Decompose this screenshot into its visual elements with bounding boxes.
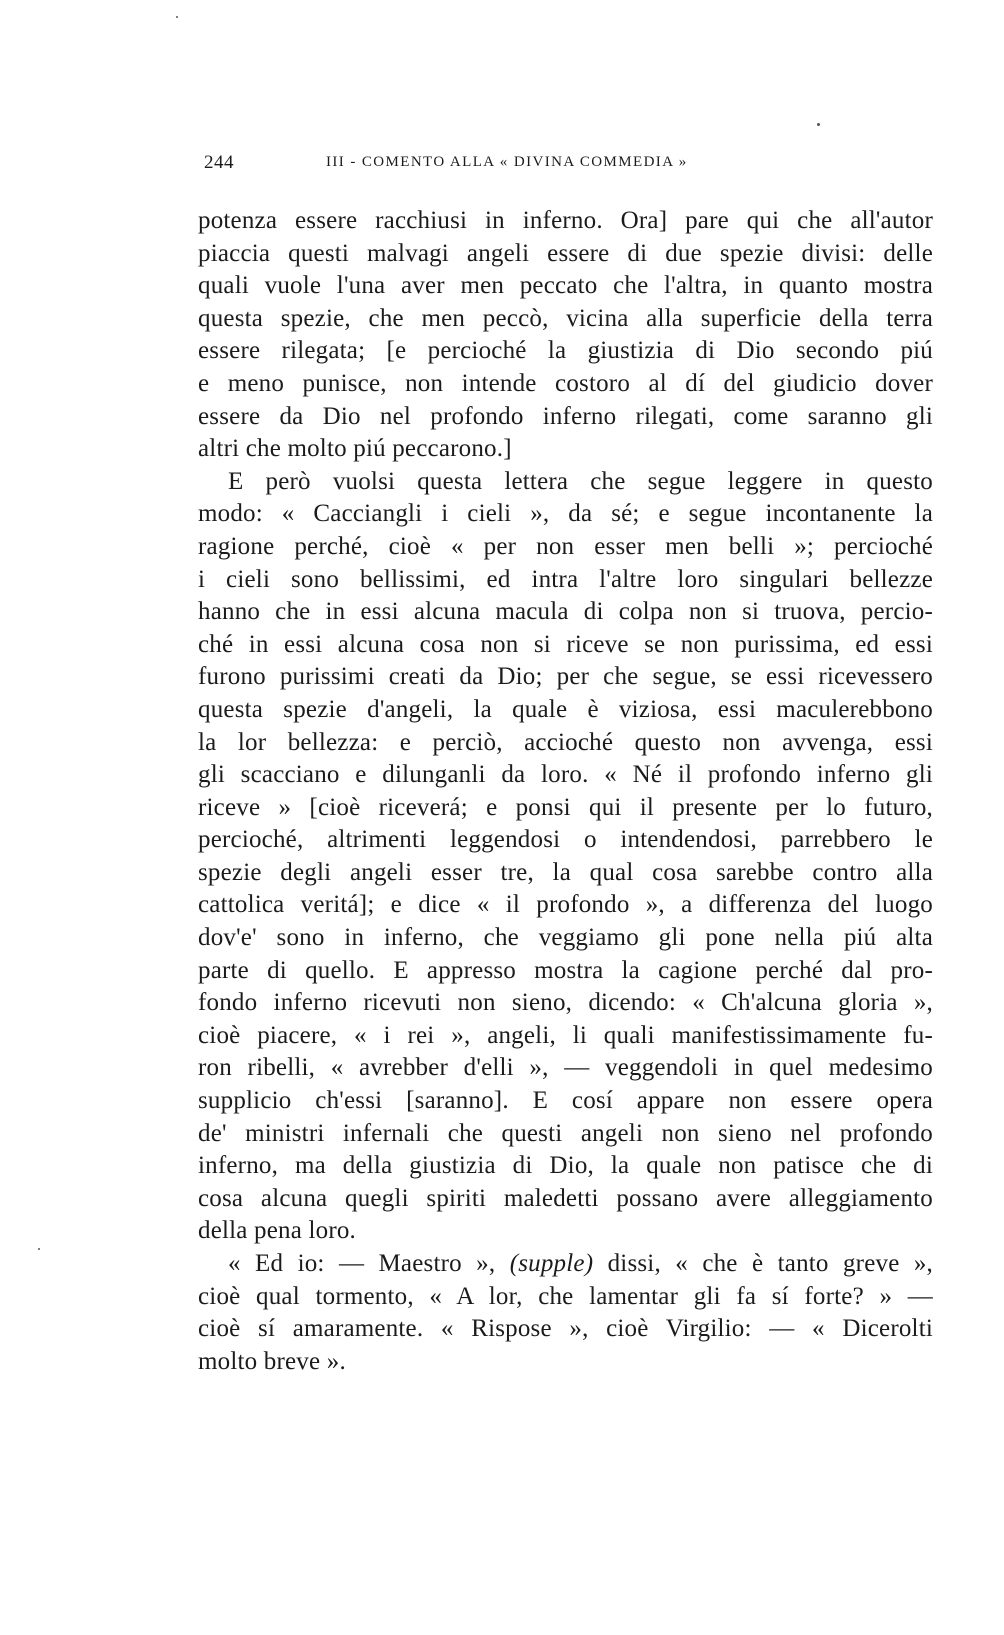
text-line: ragione perché, cioè « per non esser men belli »; percioché (198, 532, 933, 560)
text-line: ché in essi alcuna cosa non si riceve se non purissima, ed essi (198, 630, 933, 658)
paper-speck (38, 1248, 40, 1250)
text-line: de' ministri infernali che questi angeli non sieno nel profondo (198, 1119, 933, 1147)
text-segment: dissi, « che è tanto greve », (593, 1250, 933, 1277)
text-line: spezie degli angeli esser tre, la qual cosa sarebbe contro alla (198, 858, 933, 886)
text-line: quali vuole l'una aver men peccato che l'altra, in quanto mostra (198, 272, 933, 300)
paper-speck (817, 123, 820, 126)
text-line: cioè qual tormento, « A lor, che lamentar gli fa sí forte? » — (198, 1282, 933, 1310)
text-line: furono purissimi creati da Dio; per che segue, se essi ricevessero (198, 663, 933, 691)
text-line: hanno che in essi alcuna macula di colpa non si truova, percio- (198, 598, 933, 626)
text-line: potenza essere racchiusi in inferno. Ora] pare qui che all'autor (198, 207, 933, 234)
text-line: cioè sí amaramente. « Rispose », cioè Virgilio: — « Dicerolti (198, 1315, 933, 1343)
text-line: la lor bellezza: e perciò, accioché questo non avvenga, essi (198, 728, 933, 756)
text-line: cattolica veritá]; e dice « il profondo », a differenza del luogo (198, 891, 933, 919)
running-head (204, 148, 804, 178)
page-number: 244 (204, 152, 234, 173)
text-line: percioché, altrimenti leggendosi o intendendosi, parrebbero le (198, 826, 933, 854)
italic-annotation: (supple) (509, 1250, 594, 1277)
text-line: riceve » [cioè riceverá; e ponsi qui il presente per lo futuro, (198, 793, 933, 821)
text-line: ron ribelli, « avrebber d'elli », — veggendoli in quel medesimo (198, 1054, 933, 1082)
text-line: gli scacciano e dilunganli da loro. « Né il profondo inferno gli (198, 761, 933, 789)
text-line: parte di quello. E appresso mostra la cagione perché dal pro- (198, 956, 933, 984)
paper-speck (176, 16, 178, 18)
text-line: cioè piacere, « i rei », angeli, li quali manifestissimamente fu- (198, 1021, 933, 1049)
body-text (198, 205, 933, 1378)
text-line: modo: « Cacciangli i cieli », da sé; e segue incontanente la (198, 500, 933, 528)
text-line: e meno punisce, non intende costoro al dí del giudicio dover (198, 369, 933, 397)
text-line: inferno, ma della giustizia di Dio, la quale non patisce che di (198, 1152, 933, 1180)
text-line: fondo inferno ricevuti non sieno, dicendo: « Ch'alcuna gloria », (198, 989, 933, 1017)
text-line: altri che molto piú peccarono.] (198, 435, 512, 463)
text-line: questa spezie d'angeli, la quale è viziosa, essi maculerebbono (198, 695, 933, 723)
text-line: dov'e' sono in inferno, che veggiamo gli pone nella piú alta (198, 924, 933, 952)
text-segment: « Ed io: — Maestro », (228, 1250, 510, 1277)
text-line: molto breve ». (198, 1347, 346, 1375)
text-line: piaccia questi malvagi angeli essere di due spezie divisi: delle (198, 239, 933, 267)
text-line: questa spezie, che men peccò, vicina alla superficie della terra (198, 304, 933, 332)
text-line: E però vuolsi questa lettera che segue leggere in questo (228, 467, 933, 495)
text-line: essere da Dio nel profondo inferno rilegati, come saranno gli (198, 402, 933, 430)
text-line: cosa alcuna quegli spiriti maledetti possano avere alleggiamento (198, 1184, 933, 1212)
text-line: della pena loro. (198, 1217, 356, 1245)
text-line: supplicio ch'essi [saranno]. E cosí appare non essere opera (198, 1087, 933, 1115)
text-line (198, 1248, 933, 1281)
running-title: III - COMENTO ALLA « DIVINA COMMEDIA » (326, 154, 688, 170)
text-line: essere rilegata; [e percioché la giustizia di Dio secondo piú (198, 337, 933, 365)
text-line: i cieli sono bellissimi, ed intra l'altre loro singulari bellezze (198, 565, 933, 593)
